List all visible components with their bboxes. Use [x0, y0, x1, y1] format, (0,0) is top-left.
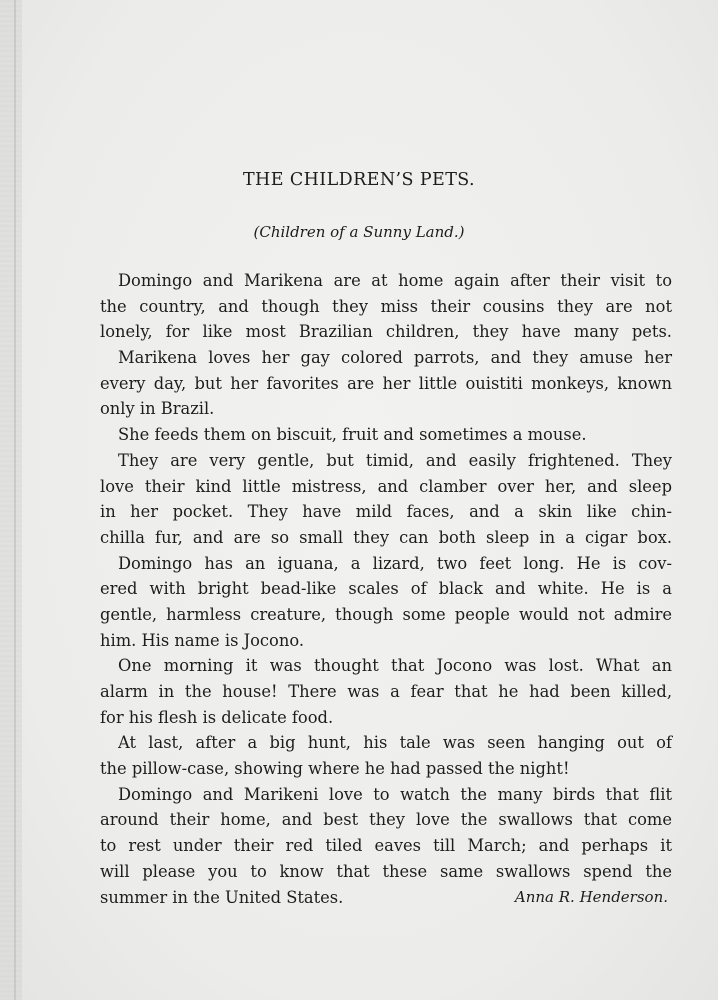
- text-line: She feeds them on biscuit, fruit and sometimes a mouse.: [118, 425, 587, 445]
- text-line: chilla fur, and are so small they can both sleep in a cigar box.: [100, 527, 672, 547]
- text-line: around their home, and best they love the swallows that come: [100, 810, 672, 830]
- text-line: They are very gentle, but timid, and easily frightened. They: [118, 450, 672, 470]
- text-line: the country, and though they miss their cousins they are not: [100, 296, 672, 316]
- text-line: only in Brazil.: [100, 399, 215, 419]
- text-line: in her pocket. They have mild faces, and a skin like chin-: [100, 502, 672, 522]
- page-title: THE CHILDREN’S PETS.: [242, 170, 475, 190]
- text-line-with-signature: [100, 885, 672, 911]
- binding-line: [14, 0, 16, 1000]
- signature: Anna R. Henderson.: [514, 887, 668, 906]
- text-line: lonely, for like most Brazilian children, they have many pets.: [100, 322, 672, 342]
- text-line: will please you to know that these same swallows spend the: [100, 861, 672, 881]
- text-line: summer in the United States.: [100, 887, 344, 907]
- article-body: [100, 268, 672, 910]
- text-line: Domingo has an iguana, a lizard, two feet long. He is cov-: [118, 553, 672, 573]
- text-line: ered with bright bead-like scales of black and white. He is a: [100, 579, 672, 599]
- text-line: to rest under their red tiled eaves till March; and perhaps it: [100, 836, 672, 856]
- text-line: love their kind little mistress, and clamber over her, and sleep: [100, 476, 672, 496]
- text-line: for his flesh is delicate food.: [100, 707, 334, 727]
- text-line: Domingo and Marikena are at home again after their visit to: [118, 271, 672, 290]
- text-line: every day, but her favorites are her little ouistiti monkeys, known: [100, 373, 672, 393]
- text-line: him. His name is Jocono.: [100, 630, 305, 650]
- text-line: alarm in the house! There was a fear that he had been killed,: [100, 682, 672, 701]
- text-line: gentle, harmless creature, though some people would not admire: [100, 604, 672, 624]
- text-line: One morning it was thought that Jocono was lost. What an: [118, 656, 672, 676]
- text-line: the pillow-case, showing where he had passed the night!: [100, 759, 570, 779]
- text-line: Marikena loves her gay colored parrots, and they amuse her: [118, 348, 672, 368]
- text-line: Domingo and Marikeni love to watch the many birds that flit: [118, 784, 672, 804]
- page-subtitle: (Children of a Sunny Land.): [253, 223, 465, 241]
- page-edge-shadow: [0, 0, 22, 1000]
- text-line: At last, after a big hunt, his tale was seen hanging out of: [118, 733, 672, 753]
